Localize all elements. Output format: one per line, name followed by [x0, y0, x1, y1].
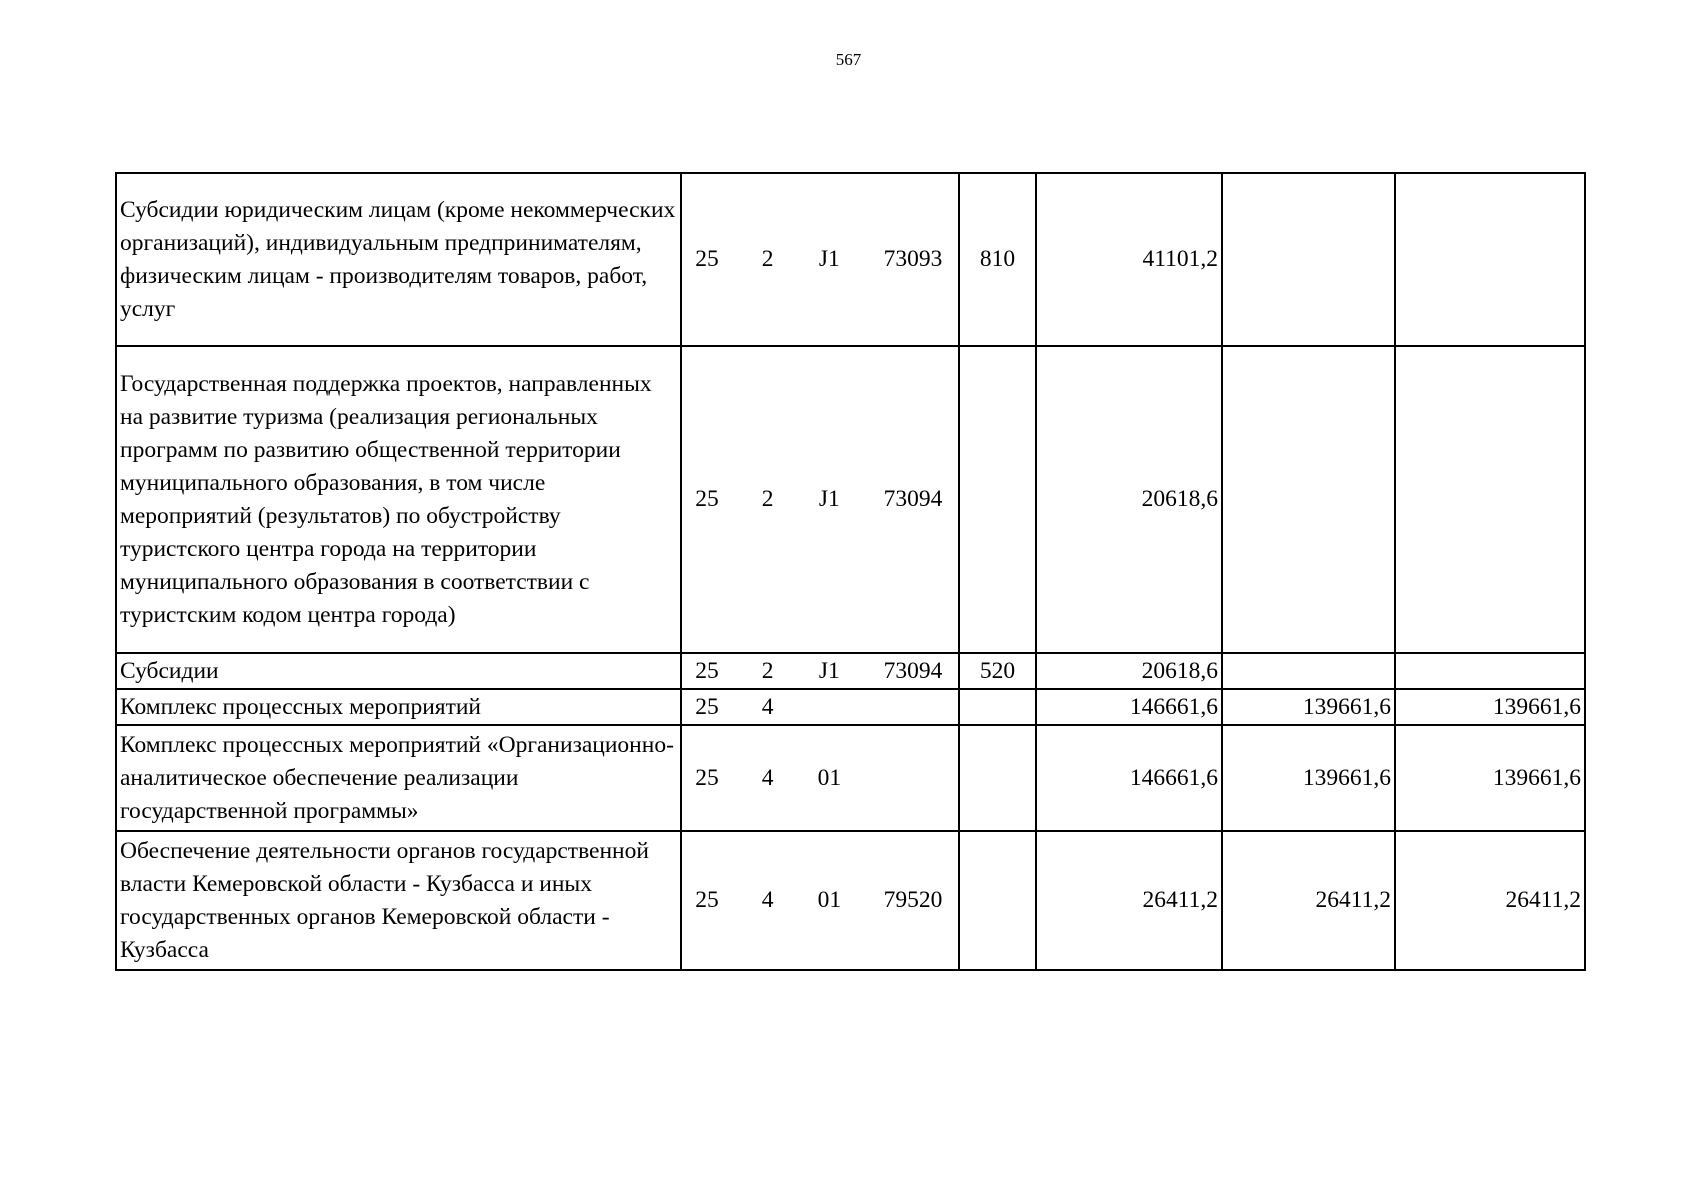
expense-type-code: [959, 831, 1036, 970]
code-program: 25: [695, 657, 719, 684]
sum-year-1: 26411,2: [1036, 831, 1222, 970]
sum-year-2: 26411,2: [1222, 831, 1395, 970]
code-subprogram: 4: [761, 887, 774, 913]
row-name: Государственная поддержка проектов, направленных на развитие туризма (реализация региональных программ по развитию общественной территории муниципального образования, в том числе мероприятий (результатов) по обустройству туристского центра города на территории муниципального образования в соответствии с туристским кодом центра города): [116, 346, 681, 653]
sum-year-3: 26411,2: [1395, 831, 1585, 970]
code-program: 25: [695, 887, 719, 913]
sum-year-2: 139661,6: [1222, 725, 1395, 831]
sum-year-3: [1395, 653, 1585, 689]
code-direction: 79520: [883, 887, 943, 913]
code-main-event: J1: [818, 657, 840, 684]
code-subprogram: 2: [761, 246, 774, 272]
code-direction: 73094: [883, 657, 943, 684]
table-row: [116, 173, 1585, 346]
sum-year-2: 139661,6: [1222, 689, 1395, 725]
sum-year-1: 146661,6: [1036, 725, 1222, 831]
sum-year-3: [1395, 173, 1585, 346]
code-main-event: 01: [817, 764, 842, 791]
budget-table: [115, 172, 1586, 971]
code-program: 25: [695, 693, 719, 720]
table-row: [116, 831, 1585, 970]
code-program: 25: [695, 246, 719, 272]
row-codes: [681, 689, 959, 725]
sum-year-1: 20618,6: [1036, 346, 1222, 653]
expense-type-code: 520: [959, 653, 1036, 689]
sum-year-2: [1222, 653, 1395, 689]
sum-year-1: 20618,6: [1036, 653, 1222, 689]
code-direction: 73093: [883, 246, 943, 272]
code-subprogram: 4: [761, 764, 774, 791]
code-main-event: J1: [818, 246, 840, 272]
sum-year-1: 146661,6: [1036, 689, 1222, 725]
table-row: [116, 346, 1585, 653]
row-name: Субсидии юридическим лицам (кроме некоммерческих организаций), индивидуальным предпринимателям, физическим лицам - производителям товаров, работ, услуг: [116, 173, 681, 346]
sum-year-1: 41101,2: [1036, 173, 1222, 346]
row-codes: [681, 831, 959, 970]
expense-type-code: [959, 346, 1036, 653]
code-subprogram: 4: [761, 693, 774, 720]
row-name: Обеспечение деятельности органов государственной власти Кемеровской области - Кузбасса и иных государственных органов Кемеровской области - Кузбасса: [116, 831, 681, 970]
row-codes: [681, 173, 959, 346]
row-name: Комплекс процессных мероприятий «Организационно-аналитическое обеспечение реализации государственной программы»: [116, 725, 681, 831]
code-main-event: J1: [818, 486, 840, 512]
code-subprogram: 2: [761, 657, 774, 684]
sum-year-3: 139661,6: [1395, 689, 1585, 725]
row-name: Комплекс процессных мероприятий: [116, 689, 681, 725]
code-direction: 73094: [883, 486, 943, 512]
code-main-event: 01: [817, 887, 842, 913]
expense-type-code: [959, 725, 1036, 831]
page-number: 567: [835, 50, 862, 69]
row-codes: [681, 653, 959, 689]
row-codes: [681, 346, 959, 653]
sum-year-2: [1222, 173, 1395, 346]
expense-type-code: [959, 689, 1036, 725]
table-row: [116, 689, 1585, 725]
table-row: [116, 653, 1585, 689]
expense-type-code: 810: [959, 173, 1036, 346]
row-codes: [681, 725, 959, 831]
sum-year-3: [1395, 346, 1585, 653]
code-program: 25: [695, 764, 719, 791]
sum-year-3: 139661,6: [1395, 725, 1585, 831]
table-row: [116, 725, 1585, 831]
sum-year-2: [1222, 346, 1395, 653]
code-program: 25: [695, 486, 719, 512]
code-subprogram: 2: [761, 486, 774, 512]
row-name: Субсидии: [116, 653, 681, 689]
